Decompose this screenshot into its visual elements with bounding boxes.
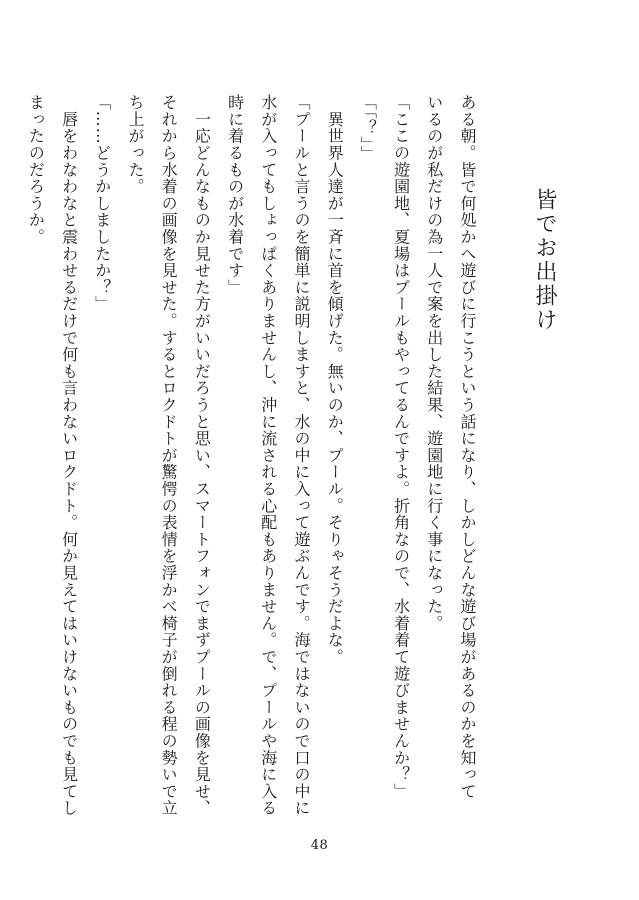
text-line: それから水着の画像を見せた。するとロクドトが驚愕の表情を浮かべ椅子が倒れる程の勢いで立 bbox=[159, 94, 179, 817]
text-line: 「プールと言うのを簡単に説明しますと、水の中に入って遊ぶんです。海ではないので口の中に bbox=[291, 94, 311, 817]
text-line: 「「？」」 bbox=[358, 94, 378, 162]
chapter-title: 皆でお出掛け bbox=[532, 188, 557, 332]
text-line: いるのが私だけの為一人で案を出した結果、遊園地に行く事になった。 bbox=[424, 94, 444, 632]
text-line: 一応どんなものか見せた方がいいだろうと思い、スマートフォンでまずプールの画像を見せ、 bbox=[192, 94, 212, 817]
text-line: 異世界人達が一斉に首を傾げた。無いのか、プール。そりゃそうだよな。 bbox=[325, 94, 345, 666]
text-line: 唇をわなわなと震わせるだけで何も言わないロクドト。何か見えてはいけないものでも見てし bbox=[59, 94, 79, 817]
text-line: 「……どうかしましたか？」 bbox=[92, 94, 112, 313]
body-text bbox=[26, 94, 484, 817]
text-line: 水が入ってもしょっぱくありませんし、沖に流される心配もありません。で、プールや海に入る bbox=[258, 94, 278, 817]
text-line: ある朝。皆で何処かへ遊びに行こうという話になり、しかしどんな遊び場があるのかを知って bbox=[458, 94, 477, 800]
text-line: 時に着るものが水着です」 bbox=[225, 94, 245, 296]
text-line: 「ここの遊園地、夏場はプールもやってるんですよ。折角なので、水着着て遊びませんか？」 bbox=[391, 94, 411, 800]
text-line: ち上がった。 bbox=[125, 94, 145, 195]
page-number: 48 bbox=[310, 838, 329, 853]
text-line: まったのだろうか。 bbox=[26, 94, 46, 246]
